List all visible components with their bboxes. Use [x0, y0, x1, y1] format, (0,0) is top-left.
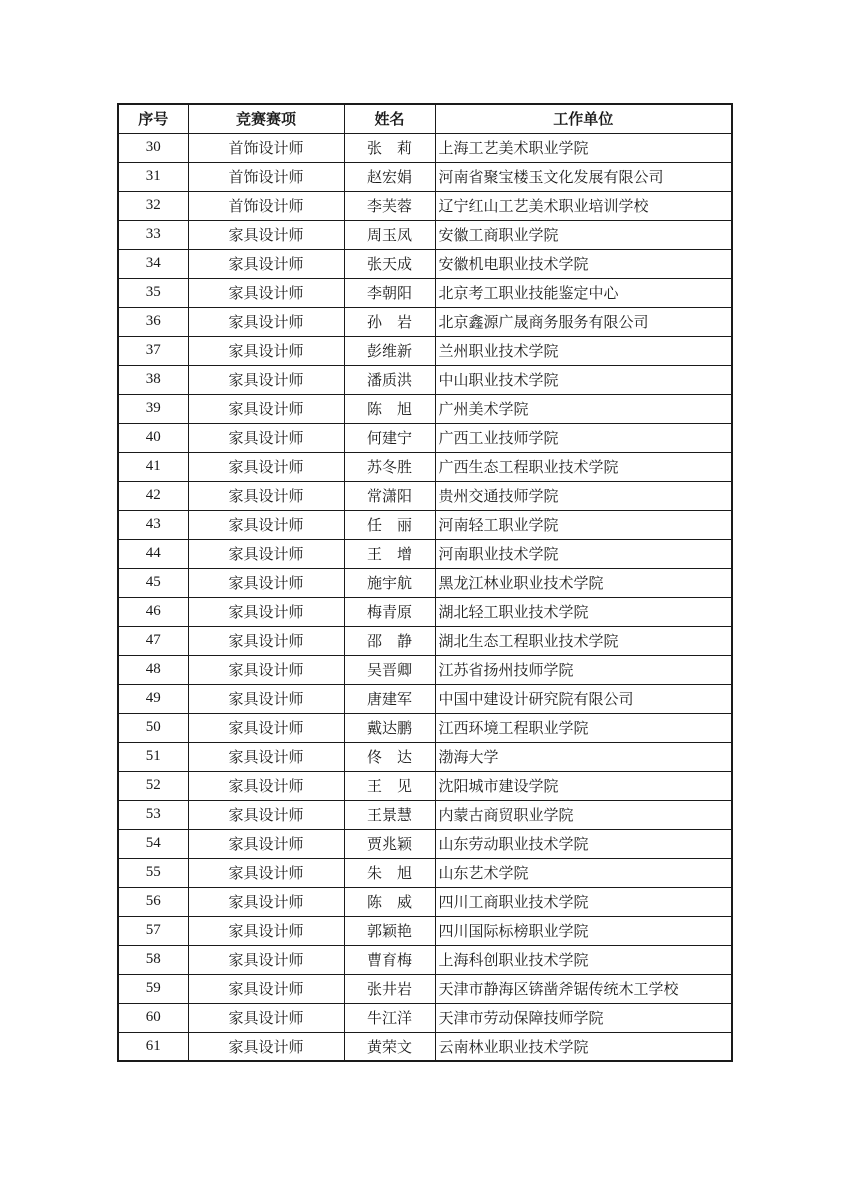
cell-person-name: 彭维新 [344, 336, 435, 365]
cell-work-unit: 上海科创职业技术学院 [435, 945, 732, 974]
cell-serial-number: 56 [118, 887, 188, 916]
cell-person-name: 陈 旭 [344, 394, 435, 423]
cell-person-name: 佟 达 [344, 742, 435, 771]
cell-work-unit: 广州美术学院 [435, 394, 732, 423]
cell-serial-number: 36 [118, 307, 188, 336]
cell-competition-event: 家具设计师 [188, 278, 344, 307]
cell-work-unit: 沈阳城市建设学院 [435, 771, 732, 800]
cell-serial-number: 49 [118, 684, 188, 713]
header-row [118, 104, 732, 133]
table-row [118, 365, 732, 394]
cell-competition-event: 家具设计师 [188, 829, 344, 858]
cell-serial-number: 52 [118, 771, 188, 800]
cell-competition-event: 家具设计师 [188, 423, 344, 452]
cell-work-unit: 湖北轻工职业技术学院 [435, 597, 732, 626]
cell-serial-number: 53 [118, 800, 188, 829]
cell-person-name: 王 见 [344, 771, 435, 800]
cell-competition-event: 家具设计师 [188, 452, 344, 481]
table-row [118, 1032, 732, 1061]
table-row [118, 133, 732, 162]
cell-person-name: 曹育梅 [344, 945, 435, 974]
cell-person-name: 戴达鹏 [344, 713, 435, 742]
cell-serial-number: 46 [118, 597, 188, 626]
cell-work-unit: 安徽机电职业技术学院 [435, 249, 732, 278]
table-row [118, 945, 732, 974]
table-row [118, 423, 732, 452]
cell-competition-event: 家具设计师 [188, 510, 344, 539]
cell-serial-number: 45 [118, 568, 188, 597]
table-row [118, 887, 732, 916]
cell-competition-event: 家具设计师 [188, 307, 344, 336]
cell-work-unit: 天津市劳动保障技师学院 [435, 1003, 732, 1032]
cell-competition-event: 家具设计师 [188, 568, 344, 597]
cell-person-name: 孙 岩 [344, 307, 435, 336]
cell-work-unit: 江西环境工程职业学院 [435, 713, 732, 742]
cell-person-name: 王 增 [344, 539, 435, 568]
table-row [118, 481, 732, 510]
cell-work-unit: 贵州交通技师学院 [435, 481, 732, 510]
table-row [118, 191, 732, 220]
cell-serial-number: 51 [118, 742, 188, 771]
table-row [118, 278, 732, 307]
column-header-no: 序号 [118, 104, 188, 133]
cell-competition-event: 家具设计师 [188, 974, 344, 1003]
cell-serial-number: 31 [118, 162, 188, 191]
cell-work-unit: 云南林业职业技术学院 [435, 1032, 732, 1061]
table-row [118, 394, 732, 423]
cell-serial-number: 43 [118, 510, 188, 539]
table-row [118, 916, 732, 945]
cell-serial-number: 32 [118, 191, 188, 220]
cell-competition-event: 家具设计师 [188, 481, 344, 510]
cell-work-unit: 广西生态工程职业技术学院 [435, 452, 732, 481]
cell-competition-event: 家具设计师 [188, 626, 344, 655]
cell-person-name: 任 丽 [344, 510, 435, 539]
cell-competition-event: 首饰设计师 [188, 191, 344, 220]
cell-competition-event: 首饰设计师 [188, 162, 344, 191]
cell-work-unit: 中山职业技术学院 [435, 365, 732, 394]
cell-competition-event: 家具设计师 [188, 220, 344, 249]
cell-work-unit: 上海工艺美术职业学院 [435, 133, 732, 162]
cell-work-unit: 广西工业技师学院 [435, 423, 732, 452]
cell-person-name: 唐建军 [344, 684, 435, 713]
cell-competition-event: 家具设计师 [188, 684, 344, 713]
table-row [118, 713, 732, 742]
column-header-name: 姓名 [344, 104, 435, 133]
cell-work-unit: 山东劳动职业技术学院 [435, 829, 732, 858]
table-row [118, 510, 732, 539]
cell-work-unit: 内蒙古商贸职业学院 [435, 800, 732, 829]
cell-person-name: 赵宏娟 [344, 162, 435, 191]
table-row [118, 684, 732, 713]
cell-competition-event: 家具设计师 [188, 945, 344, 974]
cell-person-name: 梅青原 [344, 597, 435, 626]
column-header-event: 竞赛赛项 [188, 104, 344, 133]
table-row [118, 655, 732, 684]
table-row [118, 568, 732, 597]
cell-person-name: 张天成 [344, 249, 435, 278]
cell-person-name: 潘质洪 [344, 365, 435, 394]
cell-person-name: 陈 威 [344, 887, 435, 916]
cell-competition-event: 家具设计师 [188, 597, 344, 626]
cell-work-unit: 河南轻工职业学院 [435, 510, 732, 539]
cell-serial-number: 50 [118, 713, 188, 742]
column-header-unit: 工作单位 [435, 104, 732, 133]
cell-competition-event: 家具设计师 [188, 1032, 344, 1061]
cell-person-name: 朱 旭 [344, 858, 435, 887]
table-row [118, 539, 732, 568]
cell-serial-number: 30 [118, 133, 188, 162]
cell-serial-number: 37 [118, 336, 188, 365]
cell-serial-number: 42 [118, 481, 188, 510]
cell-person-name: 常潇阳 [344, 481, 435, 510]
cell-person-name: 黄荣文 [344, 1032, 435, 1061]
cell-serial-number: 61 [118, 1032, 188, 1061]
cell-serial-number: 47 [118, 626, 188, 655]
cell-work-unit: 山东艺术学院 [435, 858, 732, 887]
table-row [118, 742, 732, 771]
cell-serial-number: 58 [118, 945, 188, 974]
table-row [118, 452, 732, 481]
table-row [118, 800, 732, 829]
cell-person-name: 贾兆颖 [344, 829, 435, 858]
table-row [118, 307, 732, 336]
cell-competition-event: 家具设计师 [188, 336, 344, 365]
cell-work-unit: 北京鑫源广晟商务服务有限公司 [435, 307, 732, 336]
cell-work-unit: 渤海大学 [435, 742, 732, 771]
table-row [118, 597, 732, 626]
cell-person-name: 郭颖艳 [344, 916, 435, 945]
cell-serial-number: 57 [118, 916, 188, 945]
table-row [118, 1003, 732, 1032]
cell-work-unit: 辽宁红山工艺美术职业培训学校 [435, 191, 732, 220]
cell-work-unit: 兰州职业技术学院 [435, 336, 732, 365]
cell-competition-event: 家具设计师 [188, 655, 344, 684]
cell-serial-number: 35 [118, 278, 188, 307]
cell-person-name: 施宇航 [344, 568, 435, 597]
table-row [118, 829, 732, 858]
cell-competition-event: 家具设计师 [188, 713, 344, 742]
cell-person-name: 何建宁 [344, 423, 435, 452]
cell-work-unit: 江苏省扬州技师学院 [435, 655, 732, 684]
cell-work-unit: 四川工商职业技术学院 [435, 887, 732, 916]
cell-person-name: 王景慧 [344, 800, 435, 829]
cell-competition-event: 家具设计师 [188, 394, 344, 423]
cell-competition-event: 家具设计师 [188, 365, 344, 394]
cell-work-unit: 天津市静海区锛凿斧锯传统木工学校 [435, 974, 732, 1003]
table-row [118, 336, 732, 365]
cell-person-name: 张 莉 [344, 133, 435, 162]
table-body [118, 133, 732, 1061]
cell-competition-event: 家具设计师 [188, 742, 344, 771]
cell-serial-number: 48 [118, 655, 188, 684]
cell-person-name: 苏冬胜 [344, 452, 435, 481]
cell-work-unit: 安徽工商职业学院 [435, 220, 732, 249]
cell-serial-number: 34 [118, 249, 188, 278]
cell-work-unit: 河南省聚宝楼玉文化发展有限公司 [435, 162, 732, 191]
cell-person-name: 邵 静 [344, 626, 435, 655]
cell-competition-event: 家具设计师 [188, 1003, 344, 1032]
cell-serial-number: 60 [118, 1003, 188, 1032]
cell-work-unit: 中国中建设计研究院有限公司 [435, 684, 732, 713]
cell-serial-number: 41 [118, 452, 188, 481]
cell-work-unit: 湖北生态工程职业技术学院 [435, 626, 732, 655]
table-row [118, 771, 732, 800]
table-header [118, 104, 732, 133]
cell-person-name: 吴晋卿 [344, 655, 435, 684]
competition-roster-table [117, 103, 733, 1062]
cell-serial-number: 59 [118, 974, 188, 1003]
cell-work-unit: 四川国际标榜职业学院 [435, 916, 732, 945]
table-row [118, 162, 732, 191]
cell-work-unit: 河南职业技术学院 [435, 539, 732, 568]
table-row [118, 220, 732, 249]
cell-competition-event: 家具设计师 [188, 249, 344, 278]
cell-serial-number: 44 [118, 539, 188, 568]
table-row [118, 249, 732, 278]
cell-person-name: 牛江洋 [344, 1003, 435, 1032]
table-row [118, 858, 732, 887]
cell-serial-number: 40 [118, 423, 188, 452]
cell-serial-number: 54 [118, 829, 188, 858]
cell-person-name: 张井岩 [344, 974, 435, 1003]
cell-serial-number: 38 [118, 365, 188, 394]
cell-competition-event: 家具设计师 [188, 916, 344, 945]
cell-competition-event: 家具设计师 [188, 771, 344, 800]
cell-competition-event: 家具设计师 [188, 858, 344, 887]
cell-person-name: 李朝阳 [344, 278, 435, 307]
table-row [118, 626, 732, 655]
cell-serial-number: 33 [118, 220, 188, 249]
cell-serial-number: 39 [118, 394, 188, 423]
cell-work-unit: 黑龙江林业职业技术学院 [435, 568, 732, 597]
cell-work-unit: 北京考工职业技能鉴定中心 [435, 278, 732, 307]
cell-serial-number: 55 [118, 858, 188, 887]
cell-competition-event: 首饰设计师 [188, 133, 344, 162]
cell-competition-event: 家具设计师 [188, 539, 344, 568]
cell-person-name: 周玉凤 [344, 220, 435, 249]
cell-competition-event: 家具设计师 [188, 887, 344, 916]
cell-competition-event: 家具设计师 [188, 800, 344, 829]
table-row [118, 974, 732, 1003]
cell-person-name: 李芙蓉 [344, 191, 435, 220]
